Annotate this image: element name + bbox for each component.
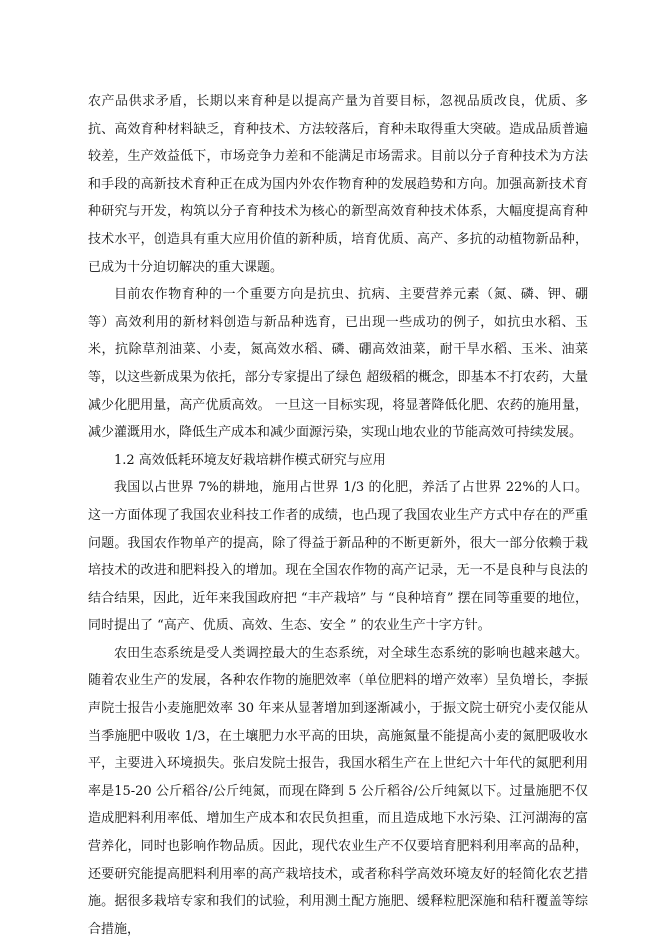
- paragraph-breeding-issues: 农产品供求矛盾，长期以来育种是以提高产量为首要目标，忽视品质改良，优质、多抗、高效育种材料缺乏，育种技术、方法较落后，育种未取得重大突破。造成品质普遍较差，生产效益低下，市场竞争力差和不能满足市场需求。目前以分子育种技术为方法和手段的高新技术育种正在成为国内外农作物育种的发展趋势和方向。加强高新技术育种研究与开发，构筑以分子育种技术为核心的新型高效育种技术体系，大幅度提高育种技术水平，创造具有重大应用价值的新种质，培育优质、高产、多抗的动植物新品种，已成为十分迫切解决的重大课题。: [88, 94, 588, 275]
- paragraph-fertilizer-efficiency: 农田生态系统是受人类调控最大的生态系统，对全球生态系统的影响也越来越大。随着农业生产的发展，各种农作物的施肥效率（单位肥料的增产效率）呈负增长，李振声院士报告小麦施肥效率 30 年来从显著增加到逐渐减小，于振文院士研究小麦仅能从当季施肥中吸收 1/3，在土壤肥力水平高的田块，高施氮量不能提高小麦的氮肥吸收水平，主要进入环境损失。张启发院士报告，我国水稻生产在上世纪六十年代的氮肥利用率是15-20 公斤稻谷/公斤纯氮，而现在降到 5 公斤稻谷/公斤纯氮以下。过量施肥不仅造成肥料利用率低、增加生产成本和农民负担重，而且造成地下水污染、江河湖海的富营养化，同时也影响作物品质。因此，现代农业生产不仅要培育肥料利用率高的品种，还要研究能提高肥料利用率的高产栽培技术，或者称科学高效环境友好的轻简化农艺措施。据很多栽培专家和我们的试验，利用测土配方施肥、缓释粒肥深施和秸秆覆盖等综合措施，: [88, 645, 588, 937]
- paragraph-breeding-direction: 目前农作物育种的一个重要方向是抗虫、抗病、主要营养元素（氮、磷、钾、硼等）高效利用的新材料创造与新品种选育，已出现一些成功的例子，如抗虫水稻、玉米，抗除草剂油菜、小麦，氮高效水稻、磷、硼高效油菜，耐干旱水稻、玉米、油菜等，以这些新成果为依托，部分专家提出了绿色 超级稻的概念，即基本不打农药，大量减少化肥用量，高产优质高效。 一旦这一目标实现，将显著降低化肥、农药的施用量，减少灌溉用水，降低生产成本和减少面源污染，实现山地农业的节能高效可持续发展。: [88, 287, 588, 441]
- document-body: [88, 88, 588, 943]
- paragraph-cultivation-intro: 我国以占世界 7%的耕地，施用占世界 1/3 的化肥，养活了占世界 22%的人口。这一方面体现了我国农业科技工作者的成绩，也凸现了我国农业生产方式中存在的严重问题。我国农作物单产的提高，除了得益于新品种的不断更新外，很大一部分依赖于栽培技术的改进和肥料投入的增加。现在全国农作物的高产记录，无一不是良种与良法的结合结果，因此，近年来我国政府把 “丰产栽培” 与 “良种培育” 摆在同等重要的地位，同时提出了 “高产、优质、高效、生态、安全 ” 的农业生产十字方针。: [88, 480, 588, 634]
- section-heading: 1.2 高效低耗环境友好栽培耕作模式研究与应用: [114, 452, 386, 468]
